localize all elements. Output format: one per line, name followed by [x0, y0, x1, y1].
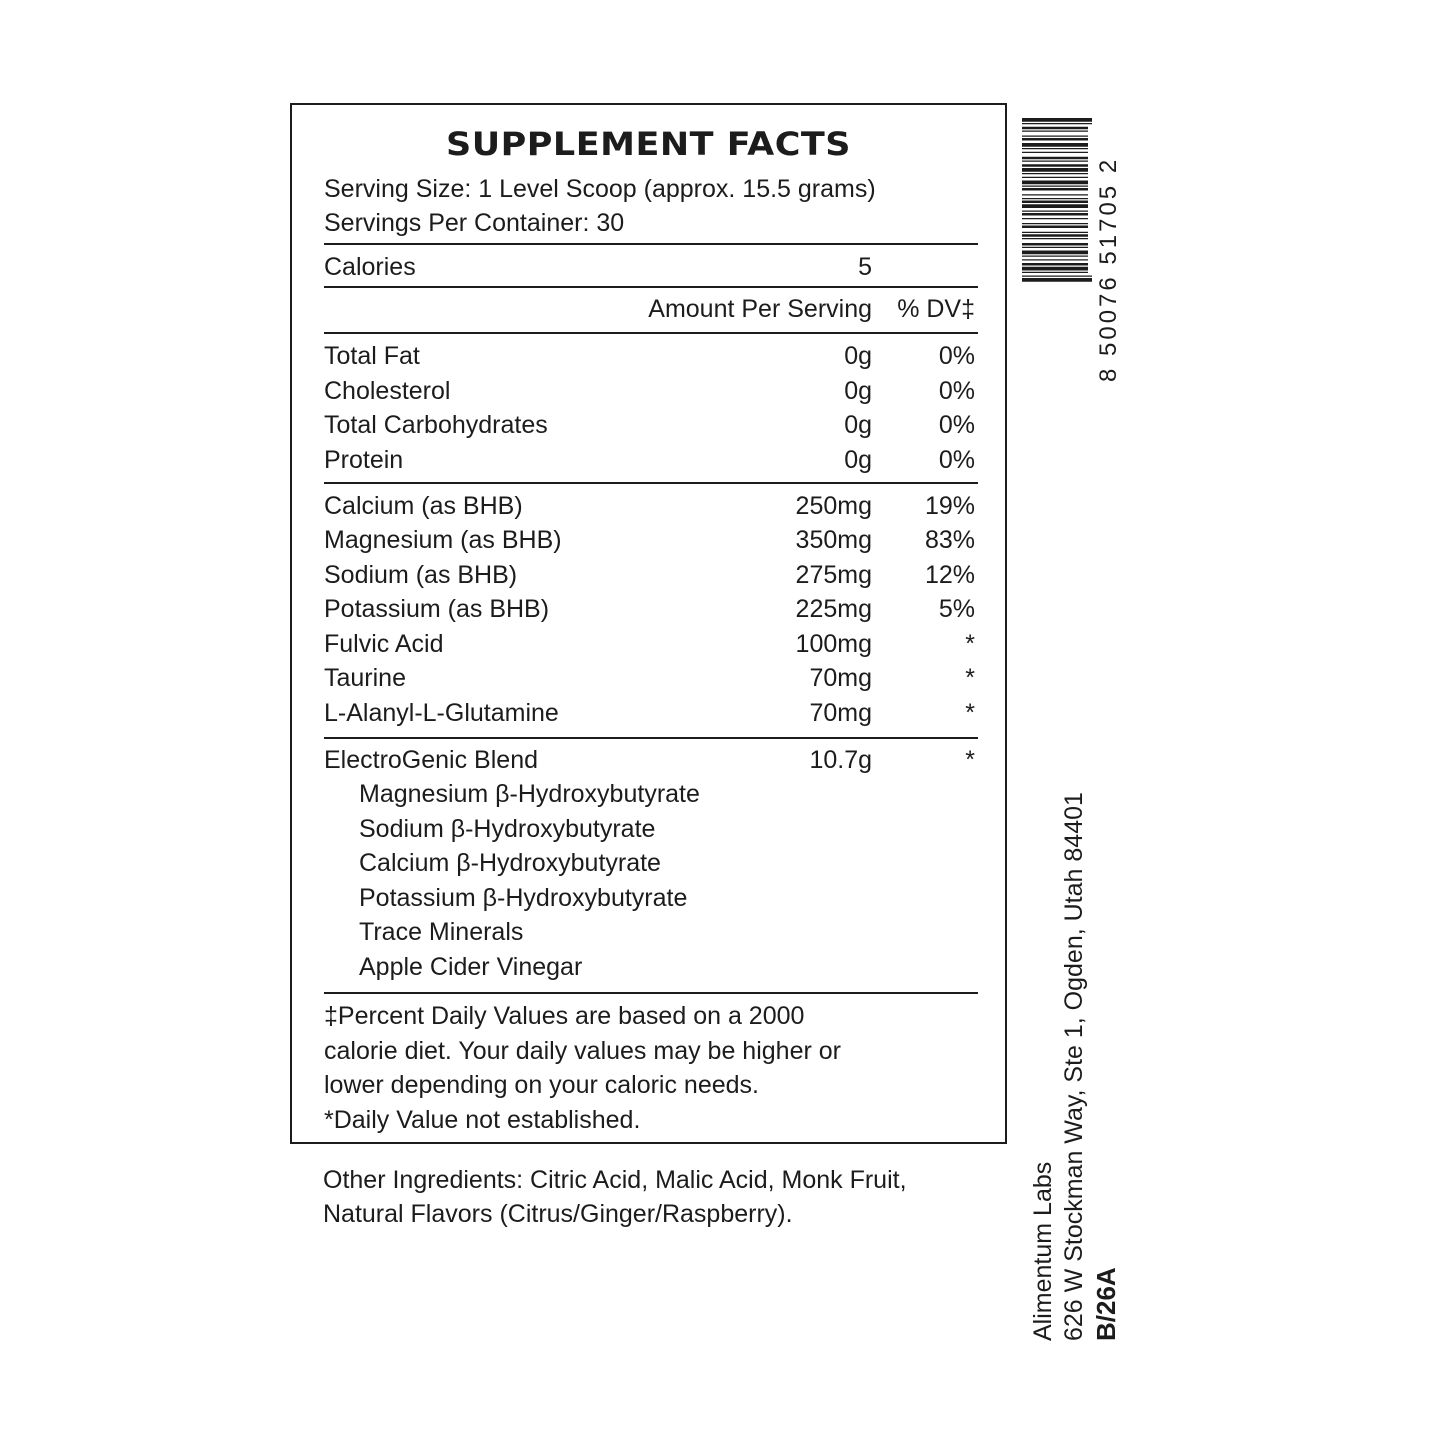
divider — [324, 286, 978, 288]
nutrient-dv: 12% — [924, 561, 975, 589]
nutrient-amount: 275mg — [795, 561, 872, 589]
barcode-bar — [1022, 251, 1088, 255]
barcode-bar — [1022, 164, 1088, 167]
nutrient-name: Magnesium (as BHB) — [324, 526, 562, 554]
nutrient-amount: 0g — [844, 377, 872, 405]
barcode-bar — [1022, 232, 1088, 233]
nutrient-amount: 0g — [844, 411, 872, 439]
serving-size: Serving Size: 1 Level Scoop (approx. 15.5 grams) — [324, 175, 876, 203]
blend-dv: * — [965, 746, 975, 774]
nutrient-amount: 350mg — [795, 526, 872, 554]
barcode-bar — [1022, 256, 1088, 257]
blend-component: Potassium β-Hydroxybutyrate — [359, 884, 688, 912]
barcode-bar — [1022, 181, 1088, 185]
barcode-bar — [1022, 194, 1088, 195]
nutrient-dv: * — [965, 630, 975, 658]
barcode-bar — [1022, 243, 1088, 246]
servings-per-container: Servings Per Container: 30 — [324, 209, 625, 237]
barcode-bar — [1022, 211, 1088, 212]
blend-component: Calcium β-Hydroxybutyrate — [359, 849, 661, 877]
other-ingredients-line: Natural Flavors (Citrus/Ginger/Raspberry). — [323, 1200, 793, 1228]
nutrient-dv: 5% — [938, 595, 975, 623]
nutrient-dv: 0% — [938, 377, 975, 405]
barcode-bar — [1022, 272, 1088, 273]
barcode-bar — [1022, 263, 1088, 266]
company-address: 626 W Stockman Way, Ste 1, Ogden, Utah 84401 — [1060, 792, 1088, 1341]
nutrient-dv: * — [965, 699, 975, 727]
nutrient-amount: 250mg — [795, 492, 872, 520]
barcode-bar — [1022, 118, 1092, 122]
footnote-line: lower depending on your caloric needs. — [324, 1071, 759, 1099]
barcode-bar — [1022, 278, 1092, 282]
footnote-line: *Daily Value not established. — [324, 1106, 641, 1134]
nutrient-name: Cholesterol — [324, 377, 451, 405]
barcode-bar — [1022, 161, 1088, 162]
lot-code: B/26A — [1091, 1267, 1121, 1341]
barcode-bar — [1022, 201, 1088, 204]
barcode-bar — [1022, 198, 1088, 199]
header-amount: Amount Per Serving — [648, 295, 872, 323]
nutrient-dv: 83% — [924, 526, 975, 554]
barcode-bar — [1022, 168, 1088, 172]
nutrient-dv: 0% — [938, 342, 975, 370]
divider — [324, 243, 978, 245]
panel-title: SUPPLEMENT FACTS — [446, 126, 851, 164]
barcode-bar — [1022, 223, 1088, 224]
barcode-bar — [1022, 218, 1088, 219]
nutrient-name: Total Fat — [324, 342, 420, 370]
barcode-bar — [1022, 238, 1088, 239]
barcode-bar — [1022, 138, 1088, 141]
barcode-bar — [1022, 157, 1088, 160]
barcode-number: 8 50076 51705 2 — [1095, 156, 1122, 382]
other-ingredients — [323, 1163, 1003, 1231]
barcode-bar — [1022, 123, 1092, 124]
footnote-line: ‡Percent Daily Values are based on a 2000 — [324, 1002, 805, 1030]
blend-component: Trace Minerals — [359, 918, 524, 946]
nutrient-name: Sodium (as BHB) — [324, 561, 518, 589]
calories-value: 5 — [858, 253, 872, 281]
barcode-bars — [1022, 118, 1092, 368]
nutrient-name: Calcium (as BHB) — [324, 492, 523, 520]
barcode-bar — [1022, 186, 1088, 187]
nutrient-name: Potassium (as BHB) — [324, 595, 550, 623]
barcode-bar — [1022, 247, 1088, 248]
divider — [324, 992, 978, 994]
nutrient-amount: 100mg — [795, 630, 872, 658]
header-dv: % DV‡ — [897, 295, 975, 323]
barcode-bar — [1022, 148, 1088, 149]
nutrient-name: L-Alanyl-L-Glutamine — [324, 699, 559, 727]
barcode-bar — [1022, 131, 1088, 132]
nutrient-amount: 0g — [844, 446, 872, 474]
barcode-bar — [1022, 259, 1088, 260]
nutrient-name: Taurine — [324, 664, 406, 692]
supplement-facts-panel — [290, 103, 1007, 1144]
barcode-bar — [1022, 127, 1088, 130]
nutrient-name: Total Carbohydrates — [324, 411, 548, 439]
barcode-bar — [1022, 226, 1088, 229]
blend-amount: 10.7g — [809, 746, 872, 774]
other-ingredients-line: Other Ingredients: Citric Acid, Malic Acid, Monk Fruit, — [323, 1166, 907, 1194]
nutrient-amount: 225mg — [795, 595, 872, 623]
divider — [324, 332, 978, 334]
nutrient-dv: 0% — [938, 446, 975, 474]
barcode-bar — [1022, 143, 1088, 147]
barcode-bar — [1022, 213, 1088, 216]
calories-label: Calories — [324, 253, 416, 281]
nutrient-name: Protein — [324, 446, 404, 474]
barcode-bar — [1022, 177, 1088, 178]
nutrient-amount: 70mg — [809, 664, 872, 692]
blend-component: Apple Cider Vinegar — [359, 953, 583, 981]
nutrient-dv: 0% — [938, 411, 975, 439]
blend-component: Magnesium β-Hydroxybutyrate — [359, 780, 700, 808]
barcode-bar — [1022, 234, 1088, 237]
blend-component: Sodium β-Hydroxybutyrate — [359, 815, 656, 843]
blend-name: ElectroGenic Blend — [324, 746, 539, 774]
barcode-bar — [1022, 152, 1088, 153]
nutrient-dv: 19% — [924, 492, 975, 520]
nutrient-amount: 0g — [844, 342, 872, 370]
barcode-bar — [1022, 136, 1088, 137]
nutrient-name: Fulvic Acid — [324, 630, 444, 658]
barcode-bar — [1022, 173, 1088, 174]
footnote-line: calorie diet. Your daily values may be higher or — [324, 1037, 841, 1065]
company-name: Alimentum Labs — [1029, 1161, 1057, 1341]
nutrient-dv: * — [965, 664, 975, 692]
barcode-bar — [1022, 188, 1088, 191]
divider — [324, 737, 978, 739]
nutrient-amount: 70mg — [809, 699, 872, 727]
barcode-bar — [1022, 267, 1088, 271]
divider — [324, 482, 978, 484]
barcode-bar — [1022, 204, 1088, 208]
barcode-bar — [1022, 276, 1092, 277]
